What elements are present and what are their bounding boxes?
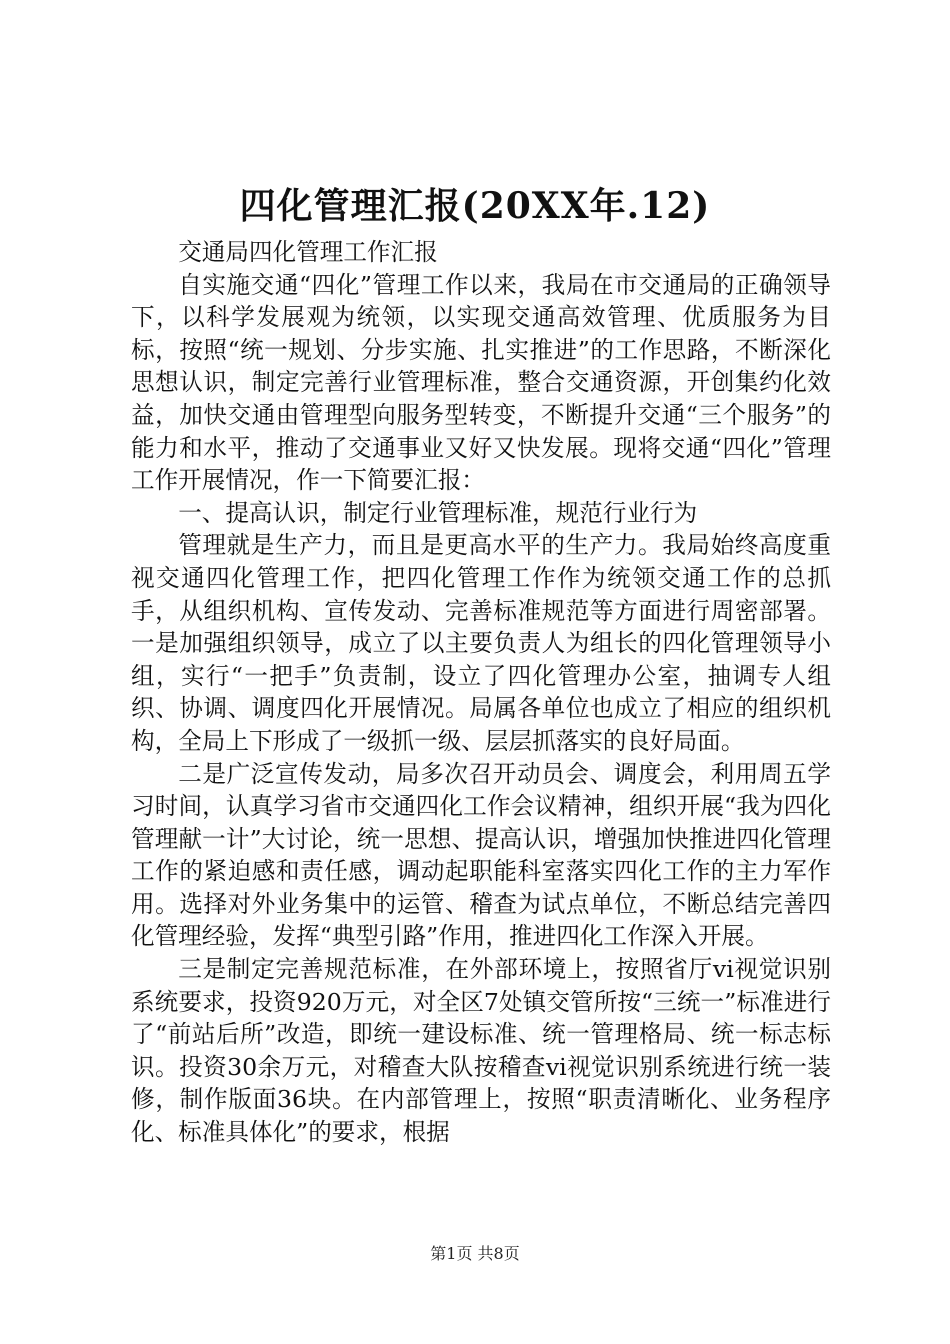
document-title: 四化管理汇报(20XX年.12) — [239, 185, 711, 227]
document-subtitle: 交通局四化管理工作汇报 — [178, 238, 438, 266]
paragraph-standards: 三是制定完善规范标准，在外部环境上，按照省厅vi视觉识别系统要求，投资920万元，对全区7处镇交管所按“三统一”标准进行了“前站后所”改造，即统一建设标准、统一管理格局、统一标志标识。投资30余万元，对稽查大队按稽查vi视觉识别系统进行统一装修，制作版面36块。在内部管理上，按照“职责清晰化、业务程序化、标准具体化”的要求，根据 — [131, 955, 831, 1147]
paragraph-organization: 管理就是生产力，而且是更高水平的生产力。我局始终高度重视交通四化管理工作，把四化管理工作作为统领交通工作的总抓手，从组织机构、宣传发动、完善标准规范等方面进行周密部署。一是加强组织领导，成立了以主要负责人为组长的四化管理领导小组，实行“一把手”负责制，设立了四化管理办公室，抽调专人组织、协调、调度四化开展情况。局属各单位也成立了相应的组织机构，全局上下形成了一级抓一级、层层抓落实的良好局面。 — [131, 531, 831, 755]
paragraph-intro: 自实施交通“四化”管理工作以来，我局在市交通局的正确领导下，以科学发展观为统领，以实现交通高效管理、优质服务为目标，按照“统一规划、分步实施、扎实推进”的工作思路，不断深化思想认识，制定完善行业管理标准，整合交通资源，开创集约化效益，加快交通由管理型向服务型转变，不断提升交通“三个服务”的能力和水平，推动了交通事业又好又快发展。现将交通“四化”管理工作开展情况，作一下简要汇报： — [131, 270, 831, 495]
paragraph-publicity: 二是广泛宣传发动，局多次召开动员会、调度会，利用周五学习时间，认真学习省市交通四化工作会议精神，组织开展“我为四化管理献一计”大讨论，统一思想、提高认识，增强加快推进四化管理工作的紧迫感和责任感，调动起职能科室落实四化工作的主力军作用。选择对外业务集中的运管、稽查为试点单位，不断总结完善四化管理经验，发挥“典型引路”作用，推进四化工作深入开展。 — [131, 759, 831, 951]
section-heading-1: 一、提高认识，制定行业管理标准，规范行业行为 — [178, 498, 698, 527]
document-body — [131, 236, 831, 1149]
page-number-footer: 第1页 共8页 — [430, 1244, 520, 1263]
